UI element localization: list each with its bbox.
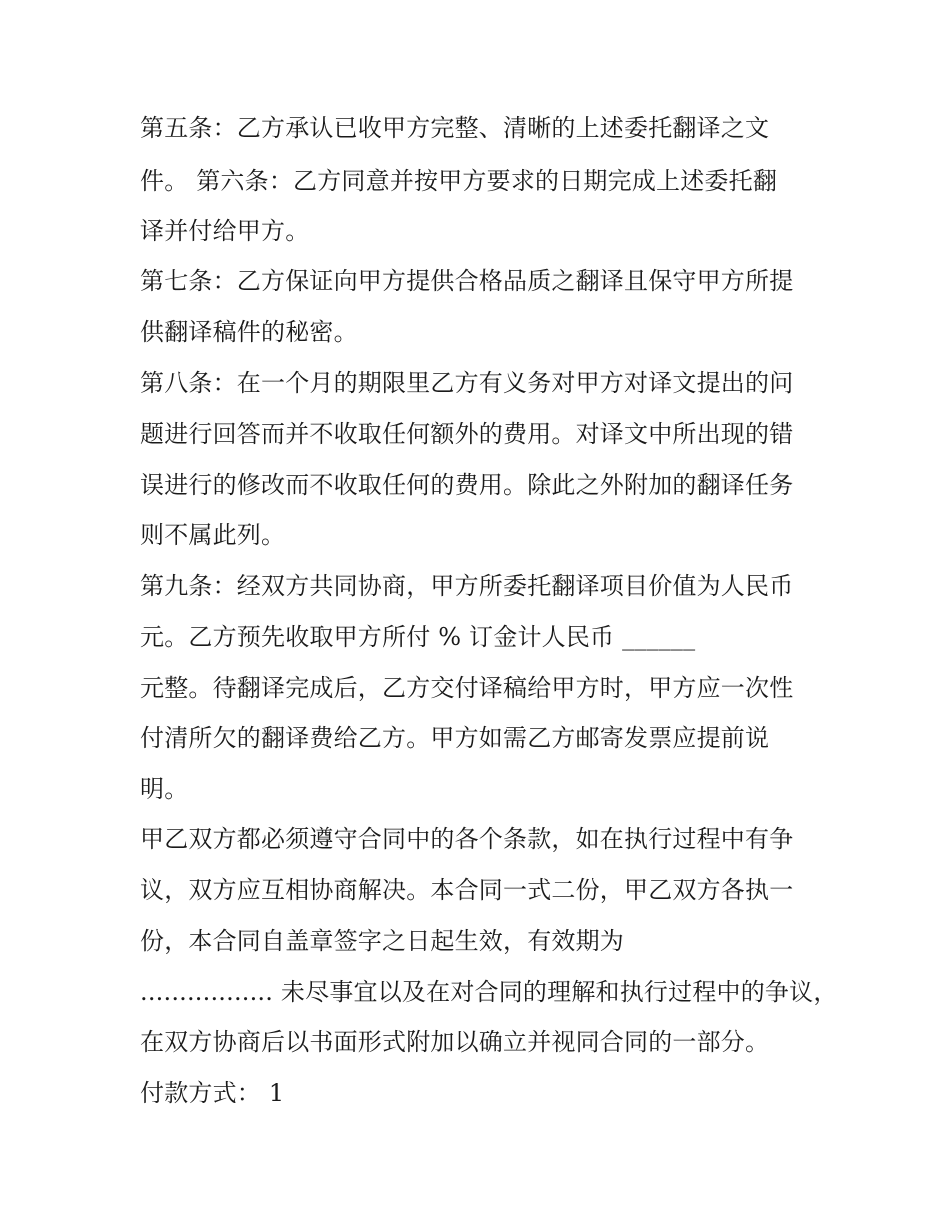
- text-line: 甲乙双方都必须遵守合同中的各个条款，如在执行过程中有争: [140, 825, 794, 853]
- text-line: 第九条：经双方共同协商，甲方所委托翻译项目价值为人民币: [140, 572, 794, 600]
- text-line: 付款方式： 1: [140, 1079, 285, 1107]
- text-line: 误进行的修改而不收取任何的费用。除此之外附加的翻译任务: [140, 471, 794, 499]
- text-line: 明。: [140, 775, 189, 803]
- text-line: 第八条：在一个月的期限里乙方有义务对甲方对译文提出的问: [140, 369, 794, 397]
- text-line: 第七条：乙方保证向甲方提供合格品质之翻译且保守甲方所提: [140, 267, 794, 295]
- text-line: 元。乙方预先收取甲方所付 % 订金计人民币 ______: [140, 623, 696, 651]
- text-line: 件。 第六条：乙方同意并按甲方要求的日期完成上述委托翻: [140, 167, 778, 195]
- text-line: 题进行回答而并不收取任何额外的费用。对译文中所出现的错: [140, 420, 794, 448]
- text-line: 则不属此列。: [140, 521, 286, 549]
- text-line: 译并付给甲方。: [140, 217, 310, 245]
- text-line: 供翻译稿件的秘密。: [140, 318, 358, 346]
- text-line: 第五条：乙方承认已收甲方完整、清晰的上述委托翻译之文: [140, 114, 770, 142]
- text-line: 付清所欠的翻译费给乙方。甲方如需乙方邮寄发票应提前说: [140, 724, 770, 752]
- text-line: 份，本合同自盖章签字之日起生效，有效期为: [140, 927, 624, 955]
- text-line: 议，双方应互相协商解决。本合同一式二份，甲乙双方各执一: [140, 876, 794, 904]
- text-line: 在双方协商后以书面形式附加以确立并视同合同的一部分。: [140, 1028, 770, 1056]
- text-line: 元整。待翻译完成后，乙方交付译稿给甲方时，甲方应一次性: [140, 674, 794, 702]
- text-line: ................. 未尽事宜以及在对合同的理解和执行过程中的争议，: [140, 978, 838, 1006]
